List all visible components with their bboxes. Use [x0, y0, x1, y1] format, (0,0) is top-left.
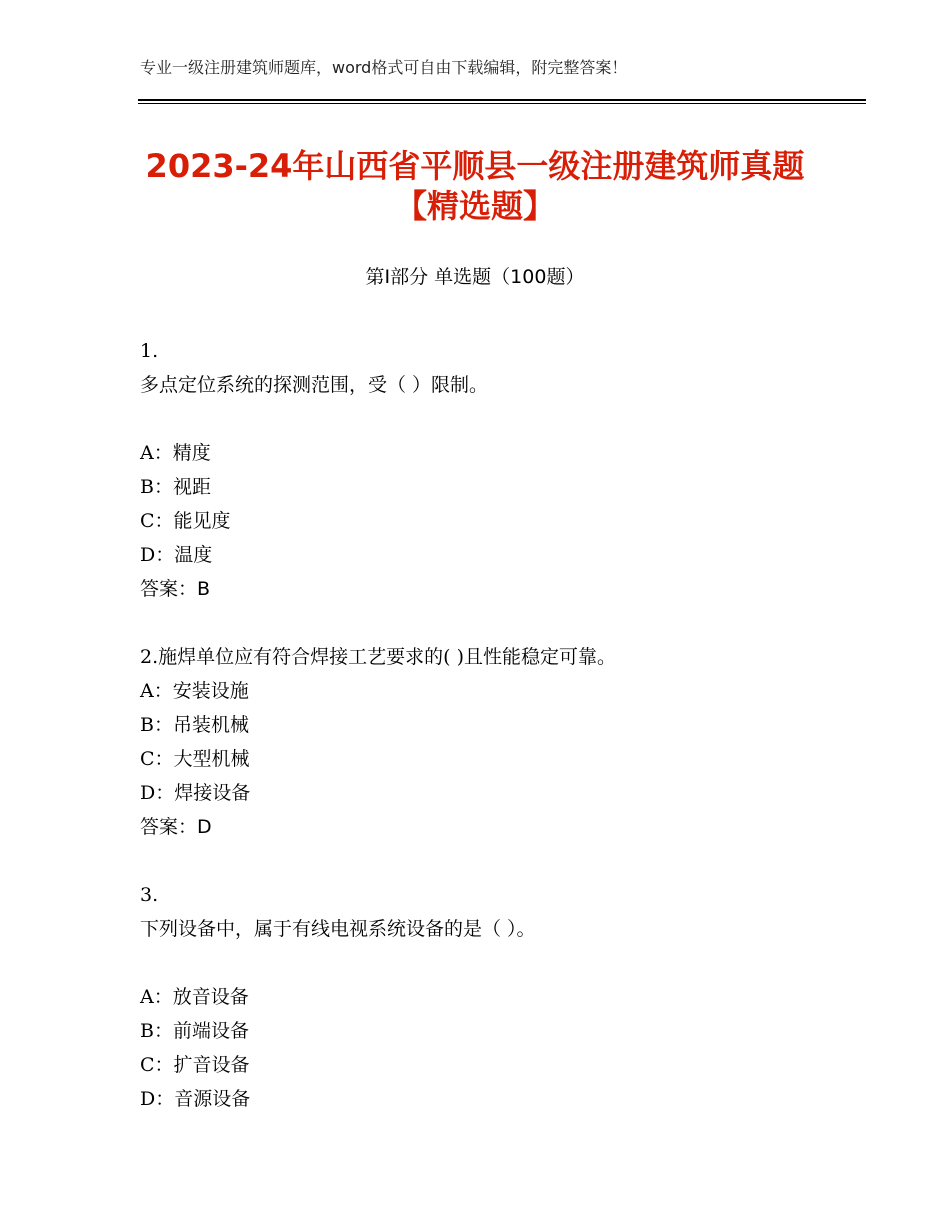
question-list	[140, 334, 860, 1116]
option-a: A：放音设备	[140, 986, 249, 1008]
option-b: B：吊装机械	[140, 714, 249, 736]
option-d: D：温度	[140, 544, 213, 566]
question-text: 下列设备中，属于有线电视系统设备的是（ ）。	[140, 918, 536, 940]
option-d: D：音源设备	[140, 1088, 251, 1110]
question-number: 3.	[140, 884, 159, 906]
option-b: B：前端设备	[140, 1020, 249, 1042]
question-text: 多点定位系统的探测范围，受（ ）限制。	[140, 374, 489, 396]
section-title: 第Ⅰ部分 单选题（100题）	[365, 266, 585, 288]
question-2	[140, 640, 860, 844]
header-note: 专业一级注册建筑师题库，word格式可自由下载编辑，附完整答案！	[140, 58, 628, 77]
answer: 答案：D	[140, 816, 212, 838]
option-c: C：扩音设备	[140, 1054, 250, 1076]
header-rule-thin	[138, 103, 866, 104]
header-rule-thick	[138, 99, 866, 101]
question-3	[140, 878, 860, 1116]
option-a: A：精度	[140, 442, 211, 464]
option-c: C：能见度	[140, 510, 231, 532]
option-a: A：安装设施	[140, 680, 249, 702]
document-title: 2023-24年山西省平顺县一级注册建筑师真题【精选题】	[145, 147, 805, 225]
answer: 答案：B	[140, 578, 211, 600]
option-d: D：焊接设备	[140, 782, 251, 804]
question-text: 2.施焊单位应有符合焊接工艺要求的( )且性能稳定可靠。	[140, 646, 616, 668]
question-number: 1.	[140, 340, 159, 362]
question-1	[140, 334, 860, 606]
option-b: B：视距	[140, 476, 211, 498]
option-c: C：大型机械	[140, 748, 250, 770]
